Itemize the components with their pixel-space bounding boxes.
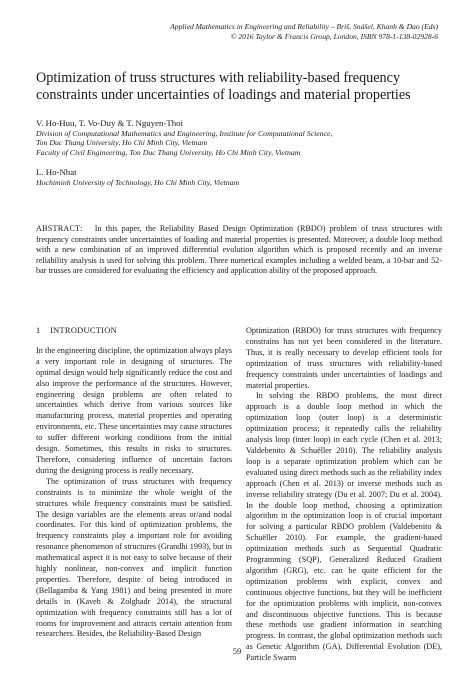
left-column: [36, 326, 232, 640]
section-number: 1: [36, 326, 41, 335]
affiliation-3: Hochiminh University of Technology, Ho Chi Minh City, Vietnam: [36, 177, 240, 187]
right-column: [246, 326, 442, 664]
affiliation-1a: Division of Computational Mathematics and Engineering, Institute for Computational Science,: [36, 128, 333, 138]
paragraph: In the engineering discipline, the optimization always plays a very important role in designing of structures. The optimal design would help significantly reduce the cost and also improve the performance of the structures. However, engineering design problems are often related to uncertainties which derive from various sources like manufacturing process, material properties and operating environments, etc. These uncertainties may cause structures to suffer different working conditions from the initial design. Sometimes, this results in risks to structures. Therefore, considering influence of uncertain factors during the designing process is really necessary.: [36, 345, 232, 475]
section-title: INTRODUCTION: [50, 326, 117, 335]
author-names-2: L. Ho-Nhat: [36, 167, 77, 178]
affiliation-2: Faculty of Civil Engineering, Ton Duc Thang University, Ho Chi Minh City, Vietnam: [36, 147, 301, 157]
affiliation-1b: Ton Duc Thang University, Ho Chi Minh City, Vietnam: [36, 138, 208, 148]
abstract-text: In this paper, the Reliability Based Design Optimization (RBDO) problem of truss structures with frequency constraints under uncertainties of loading and material properties is presented. Moreover, a double loop method with a new combination of an improved differential evolution algorithm which is proposed recently and an inverse reliability analysis is used for solving this problem. Three numerical examples including a welded beam, a 10-bar and 52-bar trusses are considered for evaluating the efficiency and application ability of the proposed approach.: [36, 224, 443, 276]
author-block: [36, 118, 446, 187]
running-head-line-2: © 2016 Taylor & Francis Group, London, ISBN 978-1-138-02928-6: [230, 32, 438, 41]
paragraph: The optimization of truss structures with frequency constraints is to minimize the whole weight of the structures while frequency constraints must be satisfied. The design variables are the elements areas or/and nodal coordinates. For this kind of optimization problems, the frequency constraints play a important role for avoiding resonance phenomenon of structures (Grandhi 1993), but in mathematical aspect it is not easy to solve because of their highly nonlinear, non-convex and implicit function properties. Therefore, despite of being introduced in (Bellagamba & Yang 1981) and being presented in more details in (Kaveh & Zolghadr 2014), the structural optimization with frequency constraints still has a lot of rooms for improvement and attracts certain attention from researchers. Besides, the Reliability-Based Design: [36, 476, 232, 639]
abstract: [36, 224, 442, 277]
running-head-line-1: Applied Mathematics in Engineering and Reliability – Briš, Snášel, Khanh & Dao (Eds): [170, 22, 438, 31]
page-number: 59: [232, 646, 242, 656]
paragraph: Optimization (RBDO) for truss structures with frequency constrains has not yet been considered in the literature. Thus, it is really necessary to develop efficient tools for optimization of truss structures with reliability-based frequency constraints under uncertainties of loadings and material properties.: [246, 326, 442, 390]
author-names-1: V. Ho-Huu, T. Vo-Duy & T. Nguyen-Thoi: [36, 118, 183, 128]
paragraph: In solving the RBDO problems, the most direct approach is a double loop method in which the optimization loop (outer loop) is a deterministic optimization process; it repeatedly calls the reliability analysis loop (inter loop) in each cycle (Chen et al. 2013; Valdebenito & Schuëller 2010). The reliability analysis loop is a separate optimization problem which can be evaluated using direct methods such as the reliability index approach (Chen et al. 2013) or inverse methods such as inverse reliability strategy (Du et al. 2007; Du et al. 2004). In the double loop method, choosing a optimization algorithm in the optimization loop is of crucial important for solving a particular RBDO problem (Valdebenito & Schuëller 2010). For example, the gradient-based optimization methods such as Sequential Quadratic Programming (SQP), Generalized Reduced Gradient algorithm (GRG), etc. can be quite efficient for the optimization problems with explicit, convex and continuous objective functions, but they will be inefficient for the optimization problems with implicit, non-convex and discontinuous objective functions. This is because these methods use gradient information in searching progress. In contrast, the global optimization methods such as Genetic Algorithm (GA), Differential Evolution (DE), Particle Swarm: [246, 391, 442, 663]
abstract-label: ABSTRACT:: [36, 224, 83, 233]
running-head: [170, 22, 438, 42]
paper-title: Optimization of truss structures with reliability-based frequency constraints under uncertainties of loadings and material properties: [36, 70, 411, 103]
section-heading: [36, 326, 232, 337]
